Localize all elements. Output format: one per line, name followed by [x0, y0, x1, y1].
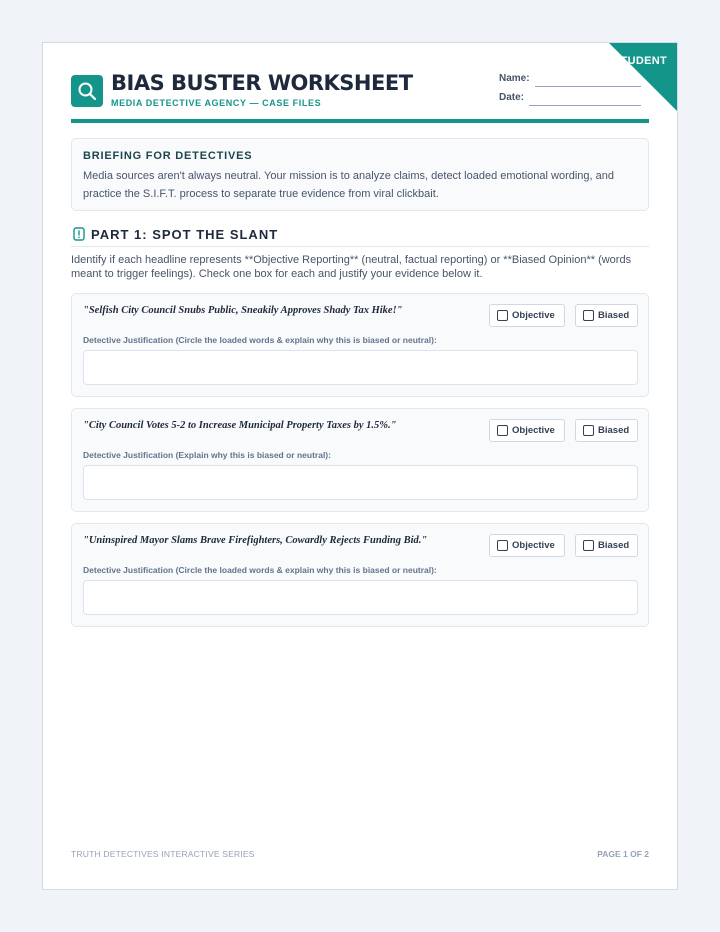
footer-series: TRUTH DETECTIVES INTERACTIVE SERIES [71, 849, 255, 859]
checkbox-icon [497, 310, 508, 321]
part1-heading [71, 225, 649, 247]
objective-checkbox[interactable] [489, 304, 565, 327]
student-meta [499, 73, 649, 111]
justification-field[interactable] [83, 465, 638, 500]
date-row [499, 92, 649, 111]
ribbon-label: STUDENT [613, 55, 668, 67]
page-subtitle: MEDIA DETECTIVE AGENCY — CASE FILES [111, 98, 322, 108]
page-title: BIAS BUSTER WORKSHEET [111, 71, 413, 95]
checkbox-icon [583, 540, 594, 551]
biased-label: Biased [598, 425, 630, 436]
headline-text: "City Council Votes 5-2 to Increase Municipal Property Taxes by 1.5%." [83, 420, 397, 431]
justification-label: Detective Justification (Circle the loaded words & explain why this is biased or neutral): [83, 565, 437, 575]
objective-checkbox[interactable] [489, 534, 565, 557]
biased-checkbox[interactable] [575, 304, 638, 327]
biased-checkbox[interactable] [575, 419, 638, 442]
checkbox-icon [497, 540, 508, 551]
magnifier-icon [71, 75, 103, 107]
checkbox-icon [583, 425, 594, 436]
briefing-box [71, 138, 649, 211]
headline-card-3 [71, 523, 649, 627]
objective-label: Objective [512, 310, 555, 321]
name-field[interactable] [535, 86, 641, 87]
worksheet-page [42, 42, 678, 890]
objective-checkbox[interactable] [489, 419, 565, 442]
worksheet-header [71, 71, 651, 121]
header-divider [71, 119, 649, 123]
headline-card-2 [71, 408, 649, 512]
alert-doc-icon [73, 227, 85, 246]
headline-text: "Selfish City Council Snubs Public, Sneakily Approves Shady Tax Hike!" [83, 305, 403, 316]
headline-text: "Uninspired Mayor Slams Brave Firefighters, Cowardly Rejects Funding Bid." [83, 535, 428, 546]
briefing-title: BRIEFING FOR DETECTIVES [83, 150, 253, 162]
date-label: Date: [499, 92, 525, 103]
objective-label: Objective [512, 425, 555, 436]
part1-instructions: Identify if each headline represents **Objective Reporting** (neutral, factual reporting) or **Biased Opinion** (words meant to trigger feelings). Check one box for each and justify your evidence below it. [71, 254, 632, 280]
name-row [499, 73, 649, 92]
biased-label: Biased [598, 310, 630, 321]
biased-checkbox[interactable] [575, 534, 638, 557]
justification-field[interactable] [83, 350, 638, 385]
objective-label: Objective [512, 540, 555, 551]
checkbox-icon [583, 310, 594, 321]
justification-field[interactable] [83, 580, 638, 615]
page-number: PAGE 1 OF 2 [597, 849, 649, 859]
date-field[interactable] [529, 105, 641, 106]
briefing-text: Media sources aren't always neutral. Your mission is to analyze claims, detect loaded emotional wording, and practice the S.I.F.T. process to separate true evidence from viral clickbait. [83, 170, 614, 200]
part1-title: PART 1: SPOT THE SLANT [91, 227, 279, 242]
headline-card-1 [71, 293, 649, 397]
checkbox-icon [497, 425, 508, 436]
justification-label: Detective Justification (Circle the loaded words & explain why this is biased or neutral): [83, 335, 437, 345]
justification-label: Detective Justification (Explain why this is biased or neutral): [83, 450, 331, 460]
biased-label: Biased [598, 540, 630, 551]
name-label: Name: [499, 73, 530, 84]
